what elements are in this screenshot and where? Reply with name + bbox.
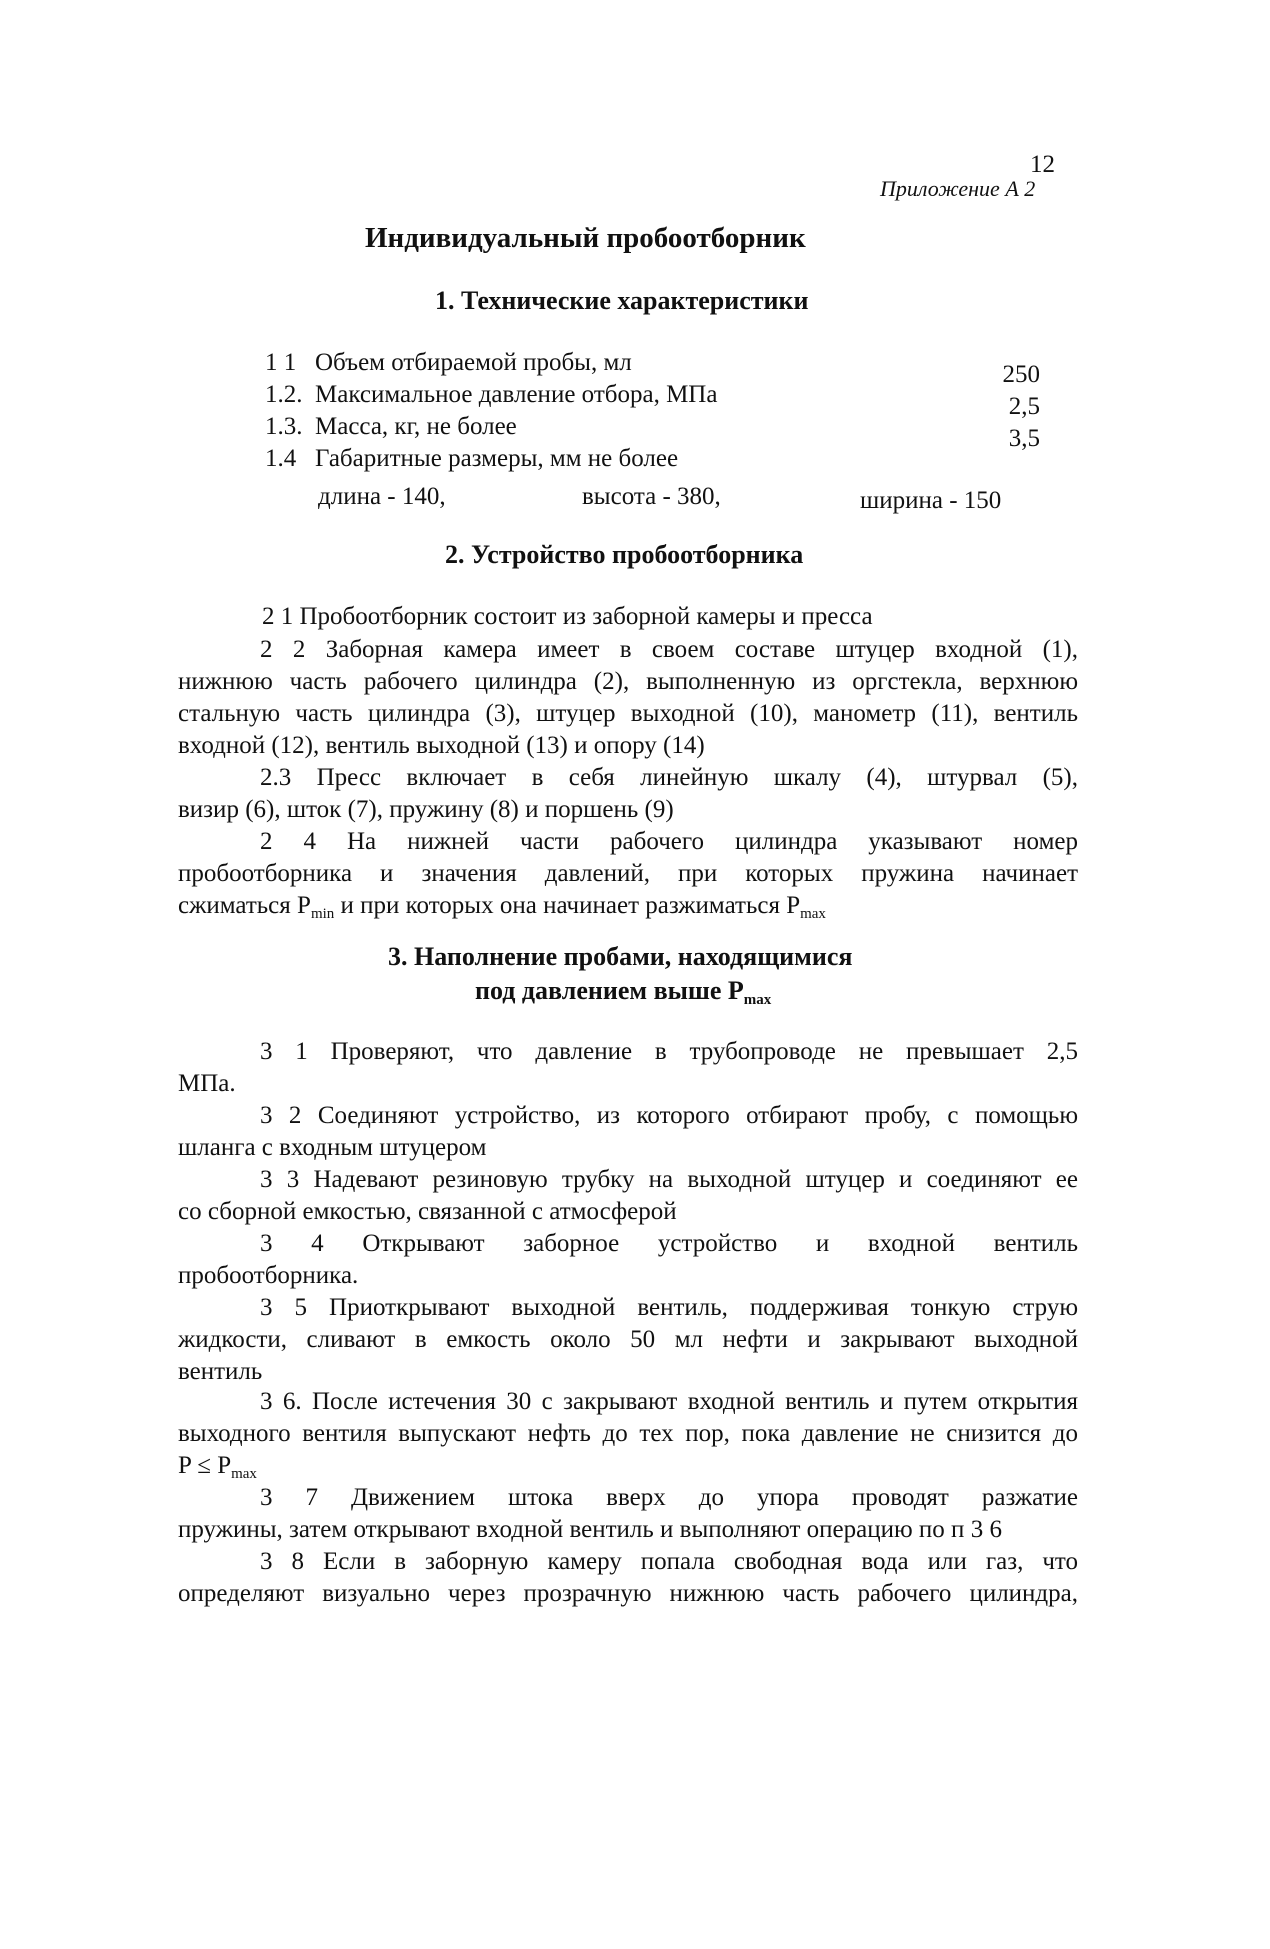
paragraph-2-2: 2 2 Заборная камера имеет в своем составе штуцер входной (1), нижнюю часть рабочего цилиндра (2), выполненную из оргстекла, верхнюю стальную часть цилиндра (3), штуцер выходной (10), манометр (11), вентиль входной (12), вентиль выходной (13) и опору (14) <box>178 636 1078 759</box>
spec-value: 2,5 <box>1008 393 1040 420</box>
paragraph-2-3: 2.3 Пресс включает в себя линейную шкалу (4), штурвал (5), визир (6), шток (7), пружину (8) и поршень (9) <box>178 764 1078 823</box>
paragraph-3-6: 3 6. После истечения 30 с закрывают входной вентиль и путем открытия выходного вентиля выпускают нефть до тех пор, пока давление не снизится до $P \le P_{max}$ <box>178 1388 1078 1482</box>
spec-label: Габаритные размеры, мм не более <box>315 445 679 472</box>
paragraph-3-4: 3 4 Открывают заборное устройство и входной вентиль пробоотборника. <box>178 1230 1078 1289</box>
spec-number: 1.2. <box>265 381 303 408</box>
spec-number: 1.4 <box>265 445 297 472</box>
paragraph-2-1: 2 1 Пробоотборник состоит из заборной камеры и пресса <box>262 603 873 630</box>
paragraph-3-2: 3 2 Соединяют устройство, из которого отбирают пробу, с помощью шланга с входным штуцером <box>178 1102 1078 1161</box>
section3-heading-line2: под давлением выше $P_{max}$ <box>475 976 772 1008</box>
page-number: 12 <box>1030 151 1055 178</box>
appendix-label: Приложение А 2 <box>880 176 1036 201</box>
spec-number: 1 1 <box>265 349 297 376</box>
spec-label: Объем отбираемой пробы, мл <box>315 349 632 376</box>
spec-value: 3,5 <box>1008 425 1040 452</box>
spec-number: 1.3. <box>265 413 303 440</box>
section1-heading: 1. Технические характеристики <box>435 286 809 315</box>
dimension-width: ширина - 150 <box>860 487 1002 514</box>
spec-label: Максимальное давление отбора, МПа <box>315 381 718 408</box>
paragraph-3-3: 3 3 Надевают резиновую трубку на выходной штуцер и соединяют ее со сборной емкостью, связанной с атмосферой <box>178 1166 1078 1225</box>
paragraph-3-5: 3 5 Приоткрывают выходной вентиль, поддерживая тонкую струю жидкости, сливают в емкость около 50 мл нефти и закрывают выходной вентиль <box>178 1294 1078 1385</box>
paragraph-3-7: 3 7 Движением штока вверх до упора проводят разжатие пружины, затем открывают входной вентиль и выполняют операцию по п 3 6 <box>178 1484 1078 1543</box>
document-title: Индивидуальный пробоотборник <box>365 222 806 254</box>
spec-label: Масса, кг, не более <box>315 413 517 440</box>
paragraph-3-8: 3 8 Если в заборную камеру попала свободная вода или газ, что определяют визуально через прозрачную нижнюю часть рабочего цилиндра, <box>178 1548 1078 1607</box>
paragraph-3-1: 3 1 Проверяют, что давление в трубопроводе не превышает 2,5 МПа. <box>178 1038 1078 1097</box>
dimension-length: длина - 140, <box>318 483 446 510</box>
section2-heading: 2. Устройство пробоотборника <box>445 540 804 569</box>
paragraph-2-4: 2 4 На нижней части рабочего цилиндра указывают номер пробоотборника и значения давлений, при которых пружина начинает сжиматься $P_{min}$ и при которых она начинает разжиматься $P_{max}$ <box>178 828 1078 922</box>
dimension-height: высота - 380, <box>582 483 721 510</box>
section3-heading-line1: 3. Наполнение пробами, находящимися <box>388 942 853 971</box>
spec-value: 250 <box>1002 361 1040 388</box>
